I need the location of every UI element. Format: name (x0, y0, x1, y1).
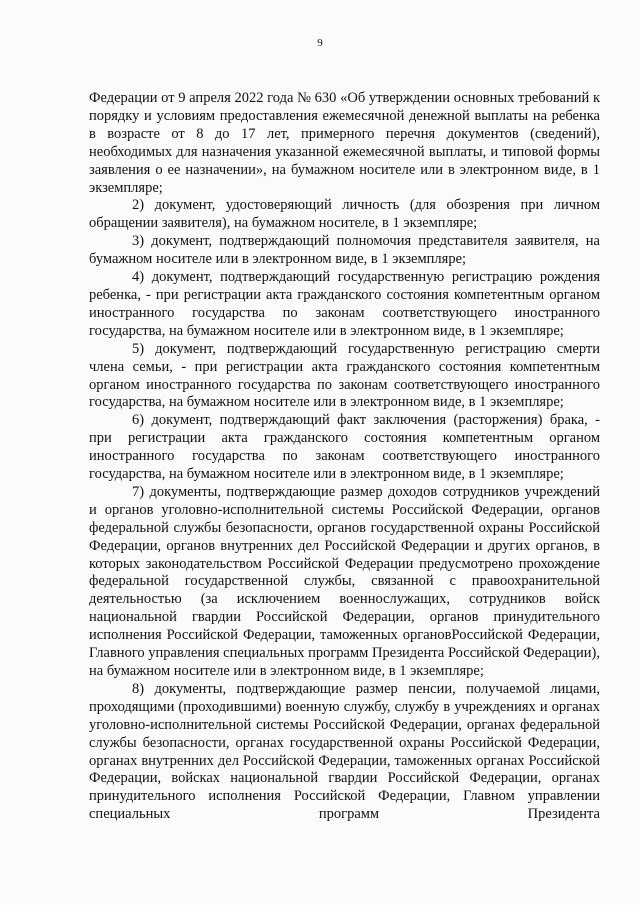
list-item-3: 3) документ, подтверждающий полномочия представителя заявителя, на бумажном носителе или в электронном виде, в 1 экземпляре; (89, 233, 600, 268)
list-item-4: 4) документ, подтверждающий государственную регистрацию рождения ребенка, - при регистрации акта гражданского состояния компетентным органом иностранного государства по законам соответствующего иностранного государства, на бумажном носителе или в электронном виде, в 1 экземпляре; (89, 269, 600, 339)
list-item-6: 6) документ, подтверждающий факт заключения (расторжения) брака, - при регистрации акта гражданского состояния компетентным органом иностранного государства по законам соответствующего иностранного государства, на бумажном носителе или в электронном виде, в 1 экземпляре; (89, 412, 600, 483)
list-item-2: 2) документ, удостоверяющий личность (для обозрения при личном обращении заявителя), на бумажном носителе, в 1 экземпляре; (89, 197, 600, 232)
list-item-7: 7) документы, подтверждающие размер доходов сотрудников учреждений и органов уголовно-исполнительной системы Российской Федерации, органов федеральной службы безопасности, органов государственной охраны Российской Федерации, органов внутренних дел Российской Федерации и других органов, в которых законодательством Российской Федерации предусмотрено прохождение федеральной государственной службы, связанной с правоохранительной деятельностью (за исключением военнослужащих, сотрудников войск национальной гвардии Российской Федерации, органов принудительного исполнения Российской Федерации, таможенных органовРоссийской Федерации, Главного управления специальных программ Президента Российской Федерации), на бумажном носителе или в электронном виде, в 1 экземпляре; (89, 483, 600, 679)
document-body (89, 90, 600, 824)
list-item-5: 5) документ, подтверждающий государственную регистрацию смерти члена семьи, - при регистрации акта гражданского состояния компетентным органом иностранного государства по законам соответствующего иностранного государства, на бумажном носителе или в электронном виде, в 1 экземпляре; (89, 340, 600, 411)
page-number: 9 (317, 37, 323, 49)
list-item-8: 8) документы, подтверждающие размер пенсии, получаемой лицами, проходящими (проходившими) военную службу, службу в учреждениях и органах уголовно-исполнительной системы Российской Федерации, органах федеральной службы безопасности, органах государственной охраны Российской Федерации, органах внутренних дел Российской Федерации, таможенных органах Российской Федерации, войсках национальной гвардии Российской Федерации, органах принудительного исполнения Российской Федерации, Главном управлении специальных программ Президента (89, 680, 600, 823)
paragraph-continuation: Федерации от 9 апреля 2022 года № 630 «Об утверждении основных требований к порядку и условиям предоставления ежемесячной денежной выплаты на ребенка в возрасте от 8 до 17 лет, примерного перечня документов (сведений), необходимых для назначения указанной ежемесячной выплаты, и типовой формы заявления о ее назначении», на бумажном носителе или в электронном виде, в 1 экземпляре; (89, 90, 600, 196)
